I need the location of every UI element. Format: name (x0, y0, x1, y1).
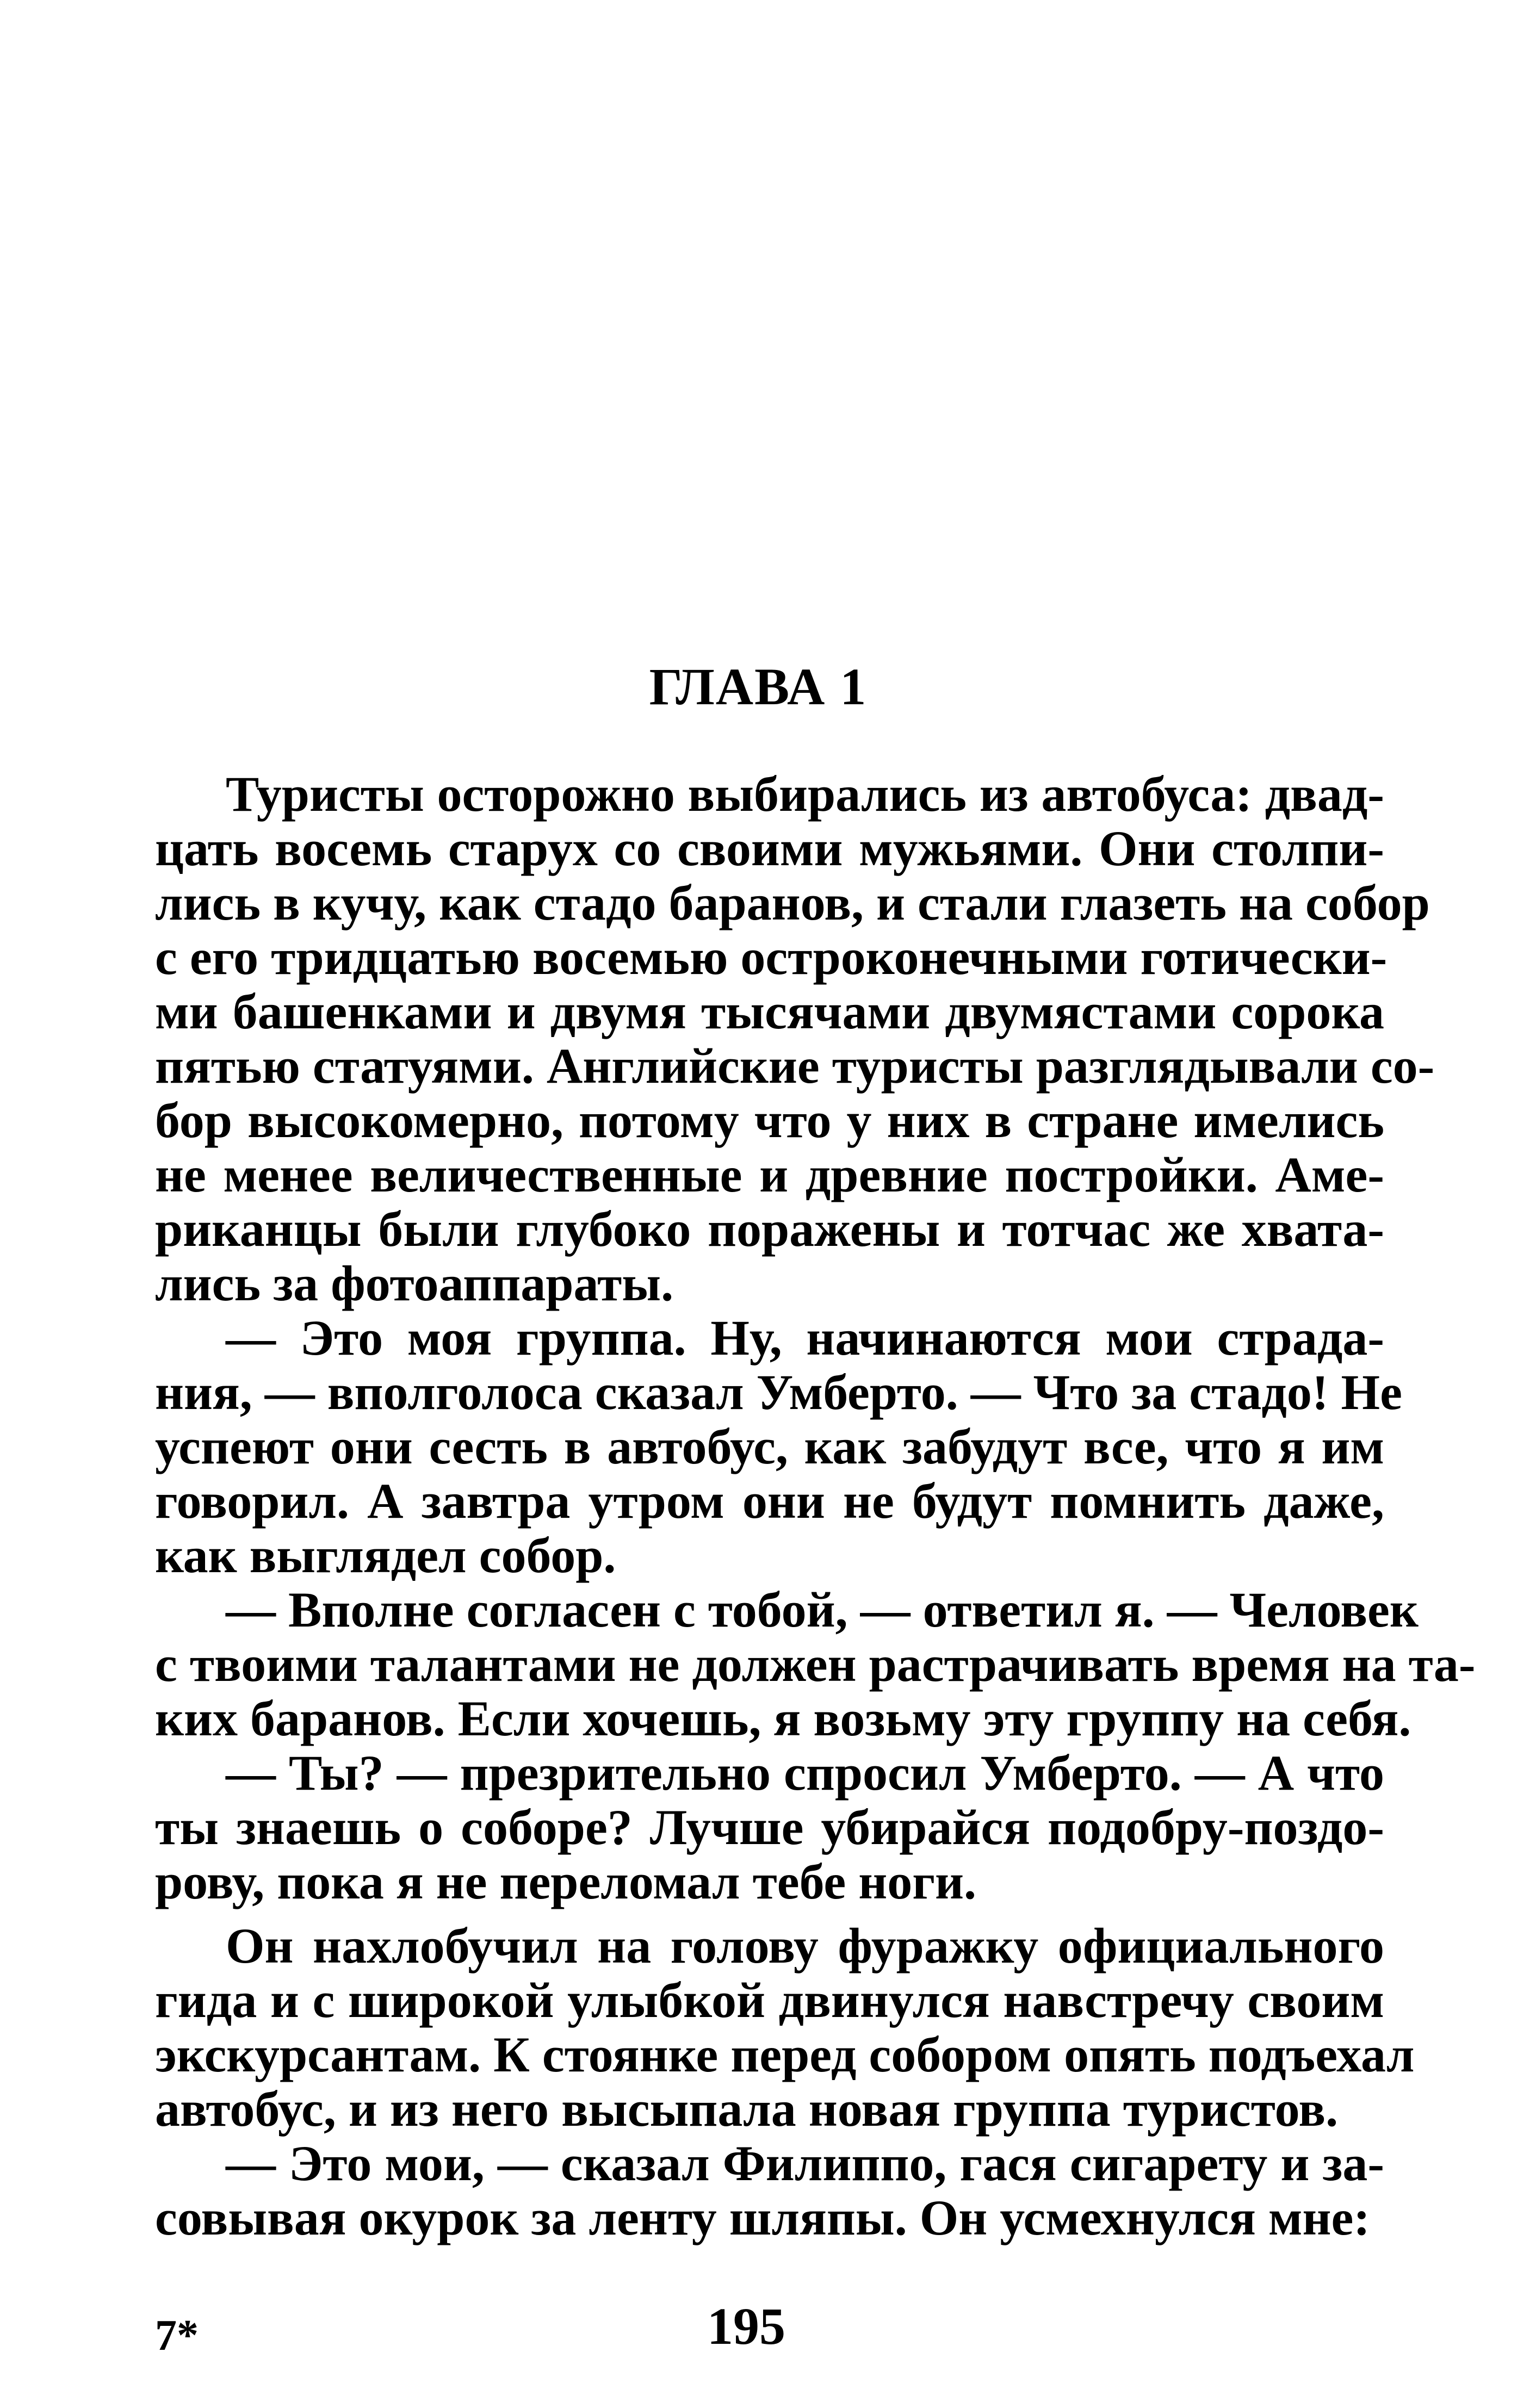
paragraph (155, 1582, 1476, 1746)
text-line: лись в кучу, как стадо баранов, и стали глазеть на собор (155, 875, 1430, 930)
text-line: успеют они сесть в автобус, как забудут все, что я им (155, 1419, 1384, 1474)
paragraph (155, 766, 1435, 1311)
text-line: как выглядел собор. (155, 1528, 616, 1583)
text-line: — Ты? — презрительно спросил Умберто. — А что (226, 1745, 1384, 1801)
text-line: ты знаешь о соборе? Лучше убирайся подобру-поздо- (155, 1799, 1384, 1855)
paragraph (155, 1310, 1402, 1583)
page-number: 195 (707, 2297, 785, 2355)
text-line: с его тридцатью восемью остроконечными готически- (155, 929, 1388, 985)
chapter-title: ГЛАВА 1 (649, 657, 868, 716)
text-line: — Это моя группа. Ну, начинаются мои страда- (226, 1310, 1384, 1366)
text-line: цать восемь старух со своими мужьями. Они столпи- (155, 821, 1384, 876)
text-line: Он нахлобучил на голову фуражку официального (226, 1918, 1384, 1973)
text-line: автобус, и из него высыпала новая группа туристов. (155, 2081, 1339, 2137)
text-line: с твоими талантами не должен растрачивать время на та- (155, 1636, 1476, 1692)
text-line: бор высокомерно, потому что у них в стране имелись (155, 1093, 1384, 1148)
text-line: пятью статуями. Английские туристы разглядывали со- (155, 1038, 1435, 1094)
paragraph (155, 2136, 1384, 2245)
paragraph-spacer (155, 1909, 1384, 1919)
text-line: не менее величественные и древние постройки. Аме- (155, 1147, 1384, 1202)
text-line: риканцы были глубоко поражены и тотчас же хвата- (155, 1201, 1384, 1257)
body-text (155, 766, 1476, 2245)
paragraph (155, 1746, 1384, 1909)
text-line: ния, — вполголоса сказал Умберто. — Что за стадо! Не (155, 1364, 1402, 1420)
text-line: — Это мои, — сказал Филиппо, гася сигарету и за- (226, 2136, 1384, 2191)
text-line: совывая окурок за ленту шляпы. Он усмехнулся мне: (155, 2190, 1371, 2245)
text-line: гида и с широкой улыбкой двинулся навстречу своим (155, 1972, 1384, 2028)
text-line: говорил. А завтра утром они не будут помнить даже, (155, 1473, 1384, 1529)
text-line: ми башенками и двумя тысячами двумястами сорока (155, 984, 1384, 1039)
text-line: ких баранов. Если хочешь, я возьму эту группу на себя. (155, 1691, 1411, 1746)
text-line: Туристы осторожно выбирались из автобуса: двад- (226, 766, 1384, 822)
text-line: — Вполне согласен с тобой, — ответил я. — Человек (226, 1582, 1419, 1637)
text-line: рову, пока я не переломал тебе ноги. (155, 1854, 977, 1909)
text-line: лись за фотоаппараты. (155, 1256, 674, 1311)
text-line: экскурсантам. К стоянке перед собором опять подъехал (155, 2027, 1415, 2082)
printer-signature-mark: 7* (155, 2312, 199, 2360)
paragraph (155, 1918, 1415, 2137)
